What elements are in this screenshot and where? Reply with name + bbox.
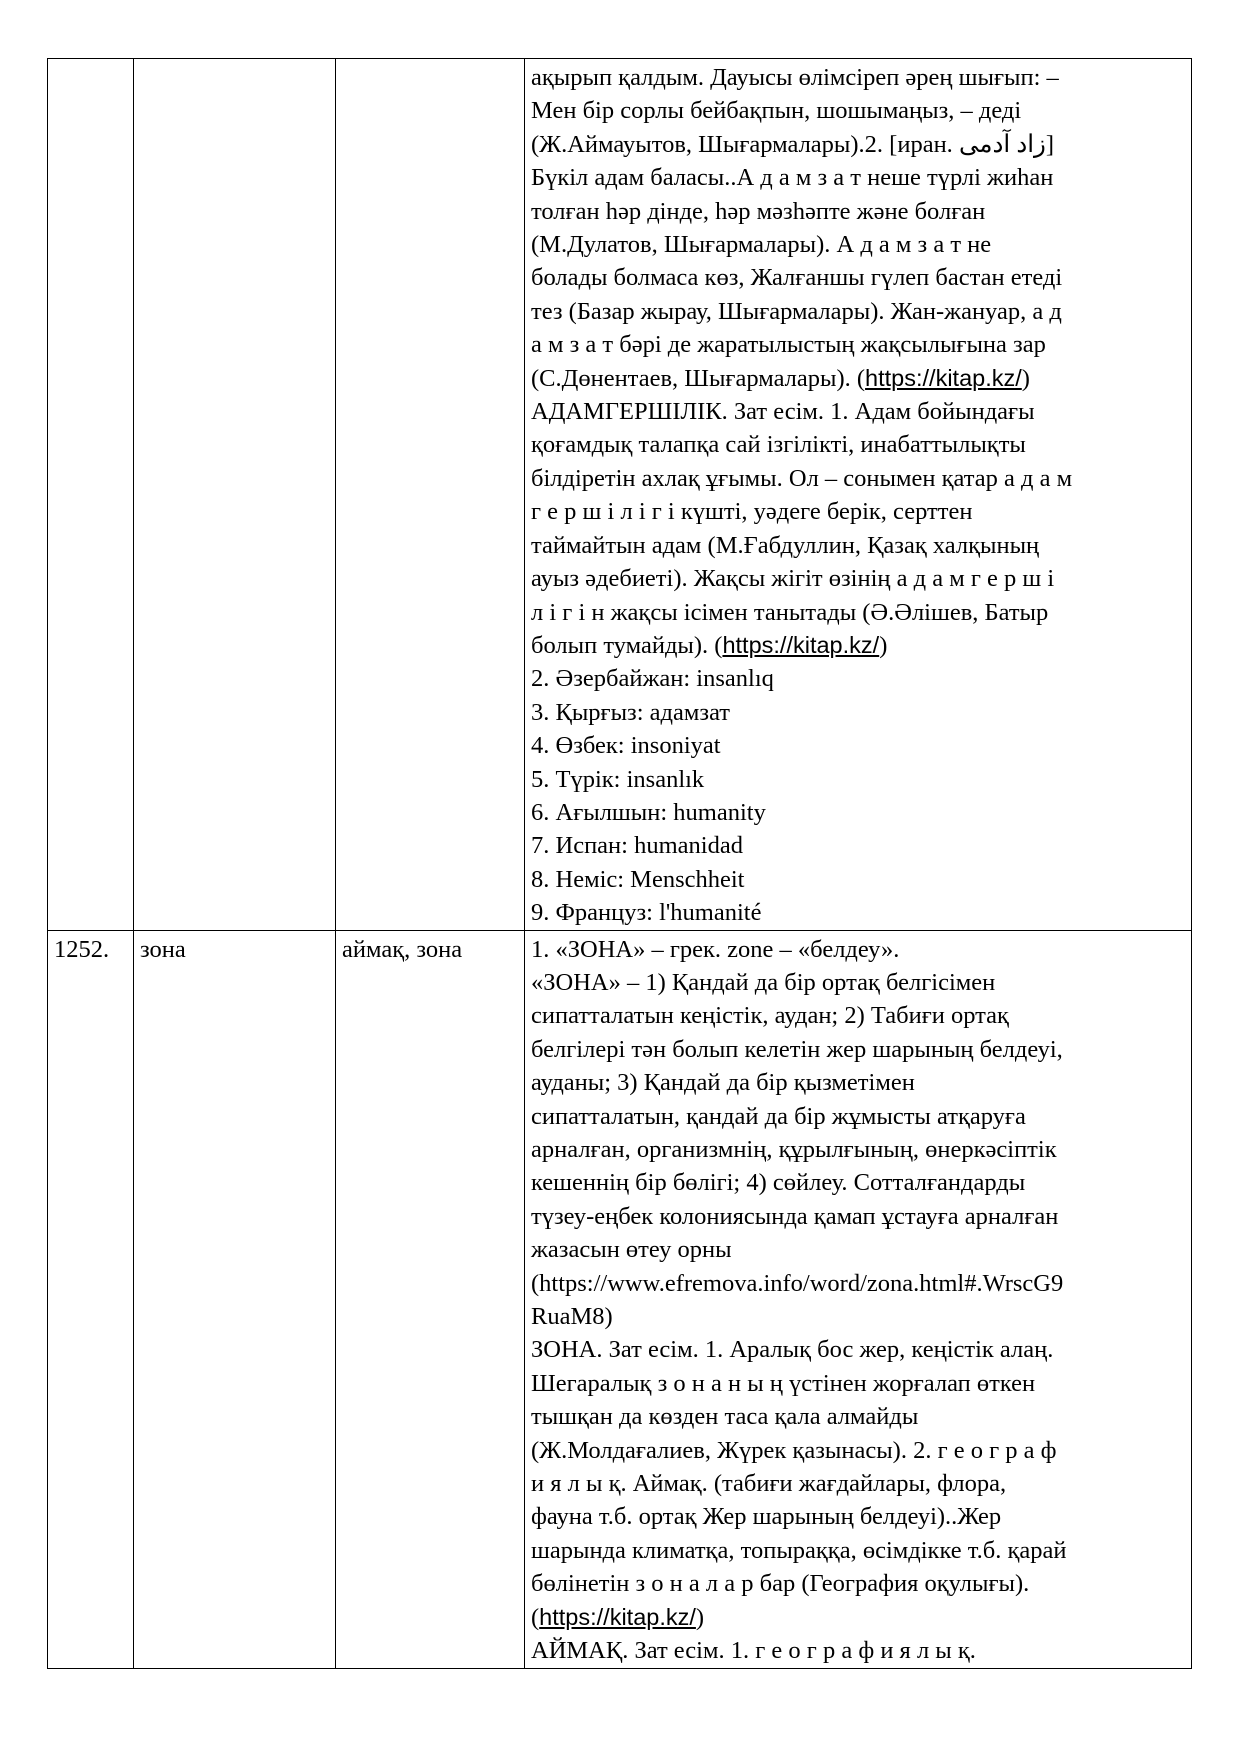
definition-line: сипатталатын, қандай да бір жұмысты атқаруға	[531, 1102, 1026, 1130]
table-row	[48, 59, 1192, 931]
source-link[interactable]: https://kitap.kz/	[722, 631, 880, 658]
definition-line: тез (Базар жырау, Шығармалары). Жан-жануар, а д	[531, 297, 1062, 325]
line-text: )	[1021, 364, 1030, 392]
word-cell: зона	[134, 930, 336, 1668]
definition-line: болады болмаса көз, Жалғаншы гүлеп бастан етеді	[531, 264, 1063, 292]
line-text: (С.Дөнентаев, Шығармалары). (	[531, 364, 866, 392]
definition-line: (М.Дулатов, Шығармалары). А д а м з а т не	[531, 231, 992, 259]
line-text: )	[695, 1603, 705, 1631]
definition-line: арналған, организмнің, құрылғының, өнеркәсіптік	[531, 1136, 1057, 1163]
definition-lines	[531, 933, 1185, 1668]
number-cell: 1252.	[48, 930, 134, 1668]
definition-line: шарында климатқа, топыраққа, өсімдікке т.б. қарай	[531, 1536, 1067, 1564]
translation-cell: аймақ, зона	[336, 930, 525, 1668]
definition-line: «ЗОНА» – 1) Қандай да бір ортақ белгісімен	[531, 968, 996, 996]
definition-cell	[525, 59, 1192, 931]
definition-line: 7. Испан: humanidad	[531, 832, 743, 860]
word-cell	[134, 59, 336, 931]
definition-line: Бүкіл адам баласы..А д а м з а т неше түрлі жиһан	[531, 164, 1054, 192]
definition-line: 5. Түрік: insanlık	[531, 765, 705, 793]
definition-line: 9. Француз: l'humanité	[531, 899, 762, 927]
definition-line: (Ж.Молдағалиев, Жүрек қазынасы). 2. г е о г р а ф	[531, 1436, 1057, 1464]
definition-line: 3. Қырғыз: адамзат	[531, 698, 731, 726]
table-row	[48, 930, 1192, 1668]
definition-cell	[525, 930, 1192, 1668]
definition-line: жазасын өтеу орны	[531, 1236, 732, 1264]
definition-line: ауыз әдебиеті). Жақсы жігіт өзінің а д а м г е р ш і	[531, 565, 1055, 593]
definition-line: фауна т.б. ортақ Жер шарының белдеуі)..Жер	[531, 1503, 1002, 1531]
source-link[interactable]: https://kitap.kz/	[865, 364, 1022, 391]
definition-line: түзеу-еңбек колониясында қамап ұстауға арналған	[531, 1202, 1059, 1230]
definition-line: қоғамдық талапқа сай ізгілікті, инабаттылықты	[531, 431, 1026, 459]
definition-line: белгілері тән болып келетін жер шарының белдеуі,	[531, 1035, 1063, 1063]
source-link[interactable]: https://kitap.kz/	[539, 1603, 696, 1630]
definition-line: 6. Ағылшын: humanity	[531, 798, 766, 826]
definition-line: кешеннің бір бөлігі; 4) сөйлеу. Сотталғандарды	[531, 1169, 1026, 1197]
definition-line: 4. Өзбек: insoniyat	[531, 732, 721, 760]
definition-line	[531, 1601, 1185, 1634]
definition-line: л і г і н жақсы ісімен танытады (Ә.Әлішев, Батыр	[531, 598, 1049, 626]
definition-line: (Ж.Аймауытов, Шығармалары).2. [иран. زاد آدمی]	[531, 130, 1055, 158]
definition-line	[531, 362, 1185, 395]
definition-line: ЗОНА. Зат есім. 1. Аралық бос жер, кеңістік алаң.	[531, 1336, 1054, 1364]
definition-line: сипатталатын кеңістік, аудан; 2) Табиғи ортақ	[531, 1002, 1009, 1030]
definition-line: Шегаралық з о н а н ы ң үстінен жорғалап өткен	[531, 1369, 1036, 1397]
definition-line: 2. Әзербайжан: insanlıq	[531, 665, 774, 693]
definition-line: Мен бір сорлы бейбақпын, шошымаңыз, – деді	[531, 97, 1022, 125]
definition-line: бөлінетін з о н а л а р бар (География оқулығы).	[531, 1570, 1030, 1598]
number-cell	[48, 59, 134, 931]
definition-line: и я л ы қ. Аймақ. (табиғи жағдайлары, флора,	[531, 1470, 1007, 1498]
definition-lines	[531, 61, 1185, 930]
definition-line: тышқан да көзден таса қала алмайды	[531, 1403, 919, 1431]
definition-line: АЙМАҚ. Зат есім. 1. г е о г р а ф и я л ы қ.	[531, 1637, 976, 1665]
definition-line: (https://www.efremova.info/word/zona.html#.WrscG9	[531, 1269, 1064, 1297]
definition-line: RuaM8)	[531, 1303, 613, 1331]
line-text: )	[879, 631, 888, 659]
definition-line: білдіретін ахлақ ұғымы. Ол – сонымен қатар а д а м	[531, 464, 1073, 492]
definition-line: таймайтын адам (М.Ғабдуллин, Қазақ халқының	[531, 531, 1040, 559]
line-text: (	[531, 1603, 540, 1631]
definition-line: г е р ш і л і г і күшті, уәдеге берік, серттен	[531, 498, 973, 526]
line-text: болып тумайды). (	[531, 631, 723, 659]
definition-line: 1. «ЗОНА» – грек. zone – «белдеу».	[531, 935, 900, 963]
definition-line: а м з а т бәрі де жаратылыстың жақсылығына зар	[531, 331, 1046, 359]
definition-line: 8. Неміс: Menschheit	[531, 865, 745, 893]
definition-line: ауданы; 3) Қандай да бір қызметімен	[531, 1069, 915, 1097]
definition-line: ақырып қалдым. Дауысы өлімсіреп әрең шығып: –	[531, 64, 1059, 91]
definition-line: АДАМГЕРШІЛІК. Зат есім. 1. Адам бойындағы	[531, 398, 1035, 426]
translation-cell	[336, 59, 525, 931]
definition-line: толған һәр дінде, һәр мәзһәпте және болған	[531, 197, 986, 225]
dictionary-table	[47, 58, 1192, 1669]
definition-line	[531, 629, 1185, 662]
